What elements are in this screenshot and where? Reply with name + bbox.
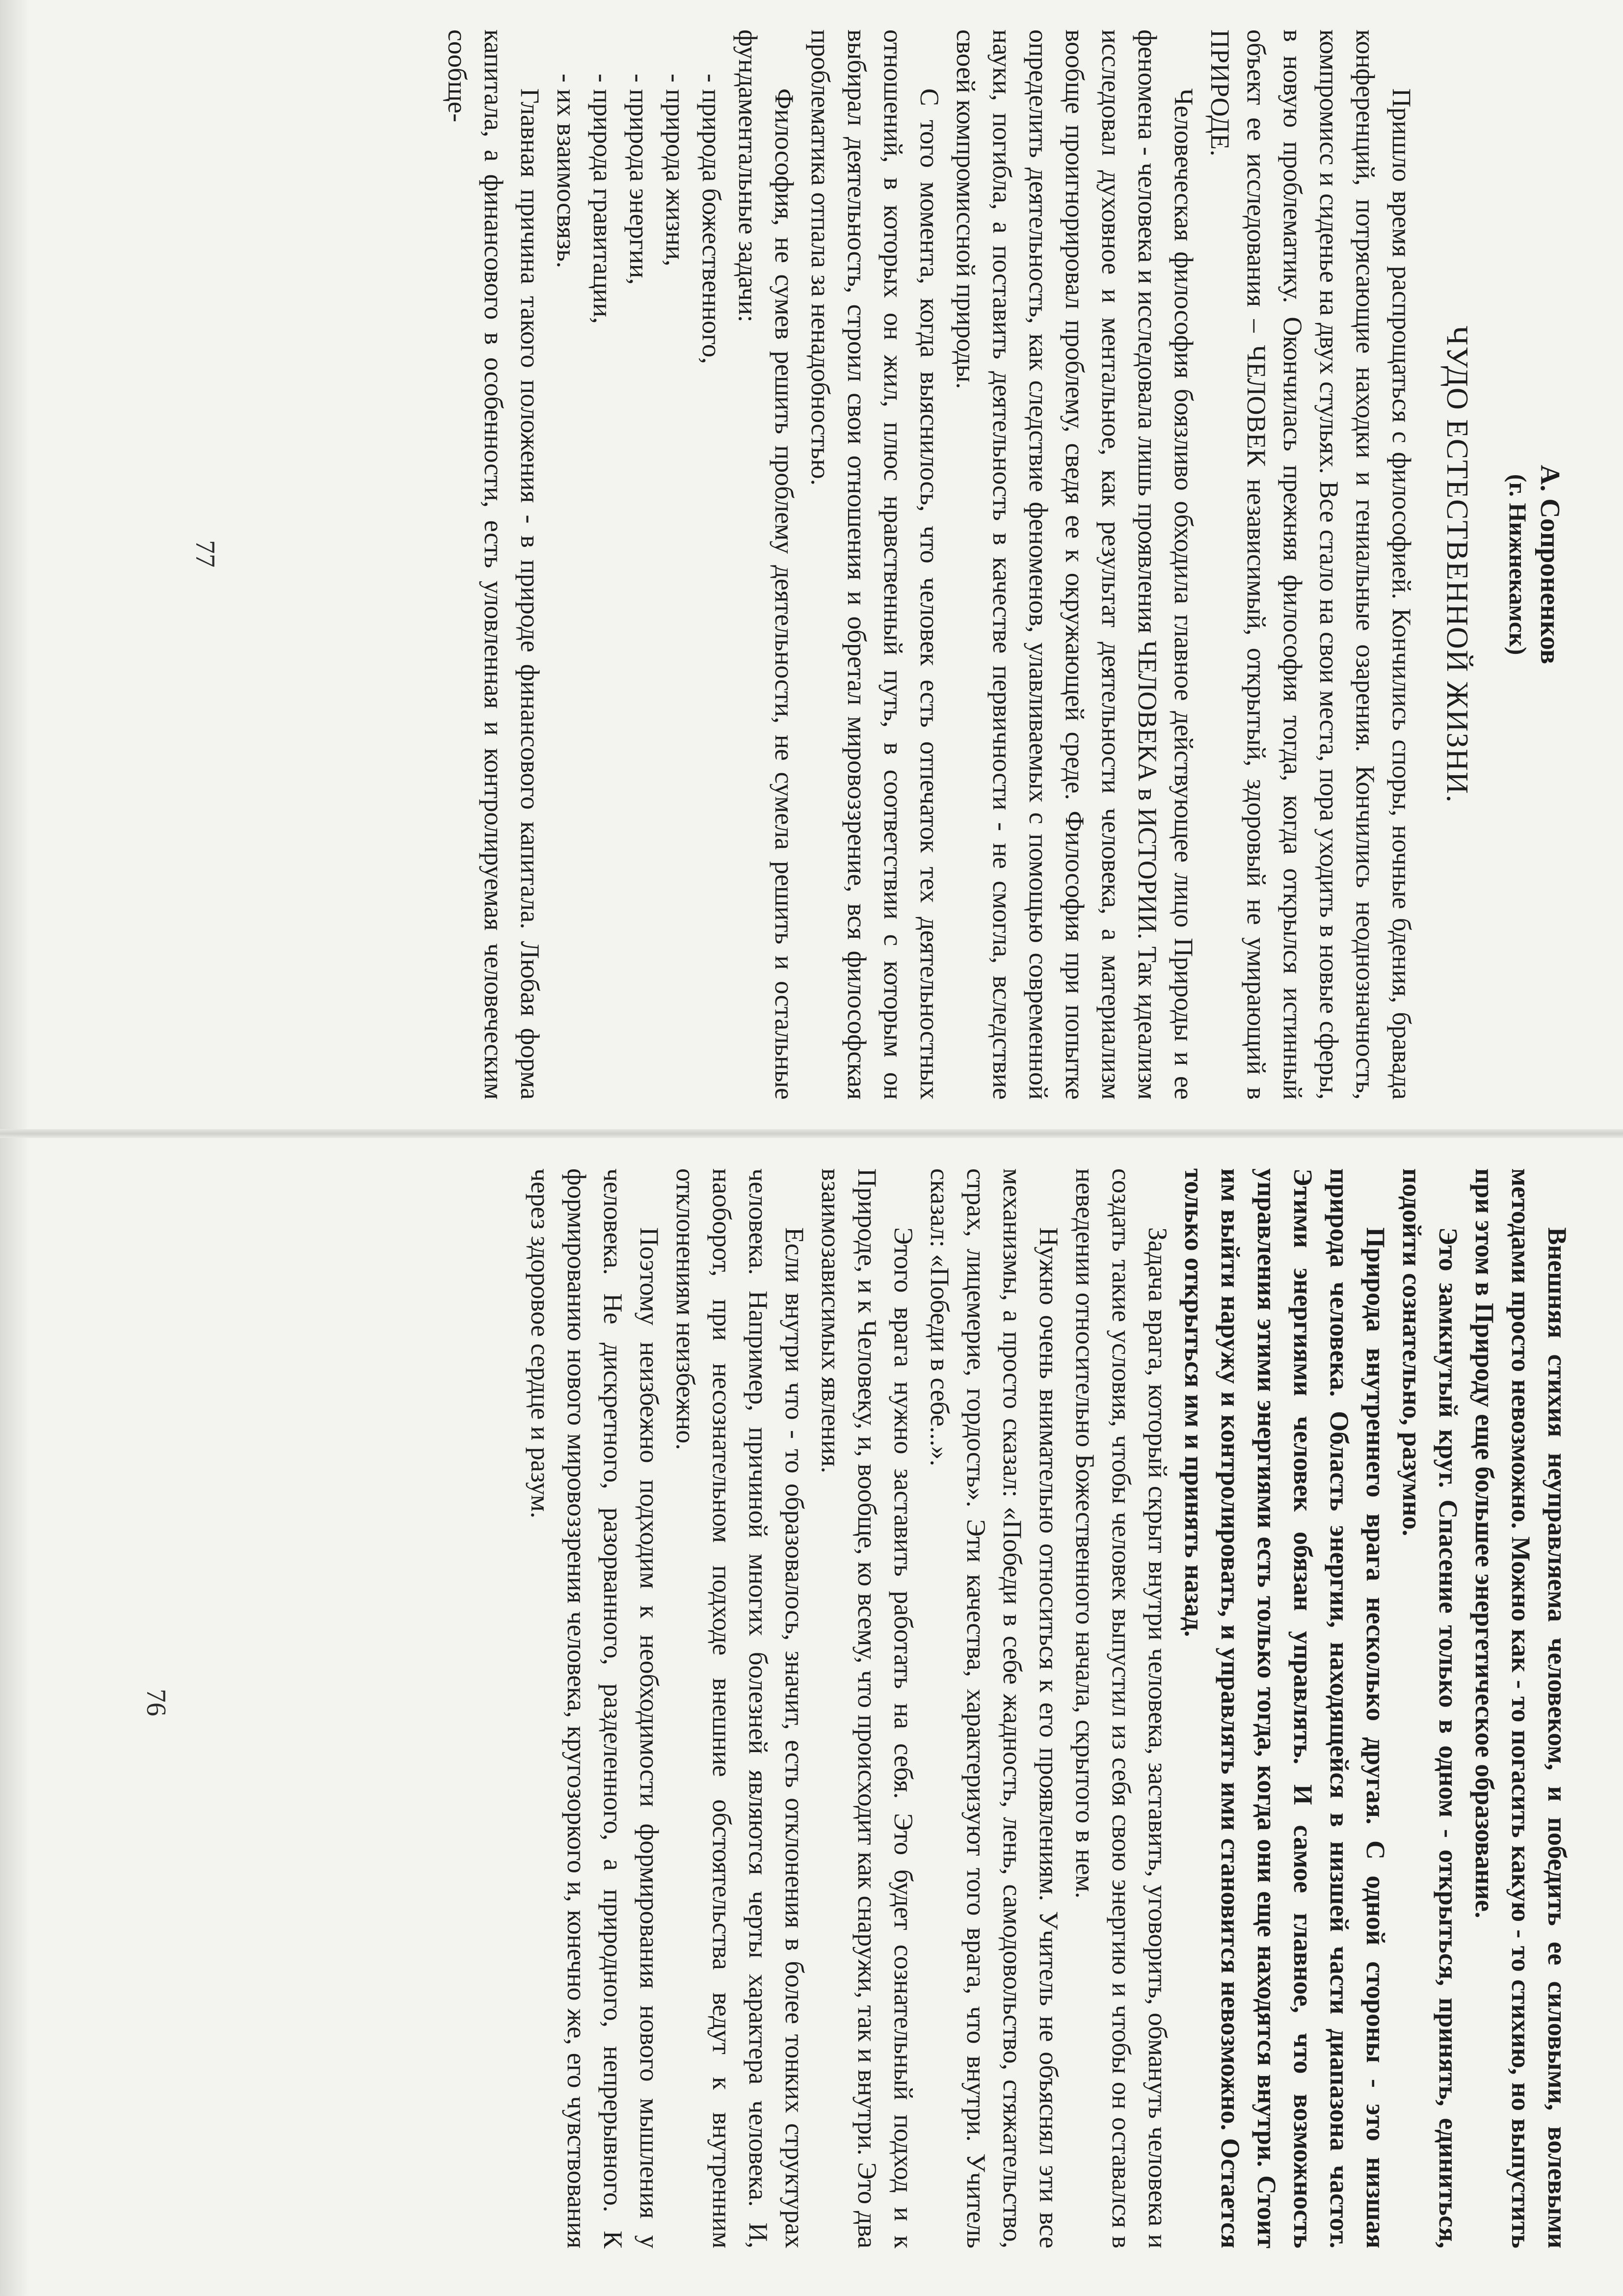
list-item: - природа гравитации, xyxy=(588,74,617,324)
paragraph: Природа внутреннего врага несколько другая. С одной стороны - это низшая природа человека. Область энергии, находящейся в низшей части диапазона частот. Этими энергиями человек обязан управлять. И самое главное, что возможность управления этими энергиями есть только тогда, когда они еще находятся внутри. Стоит им выйти наружу и контролировать, и управлять ими становится невозможно. Остается только открыться им и принять назад. xyxy=(1179,1168,1390,2248)
list-item: - их взаимосвязь. xyxy=(552,74,581,269)
list-item: - природа божественного, xyxy=(697,74,726,364)
paragraph: Этого врага нужно заставить работать на себя. Это будет сознательный подход и к Природе, и к Человеку, и, вообще, ко всему, что происходит как снаружи, так и внутри. Это два взаимозависимых явления. xyxy=(816,1168,918,2248)
paragraph: Задача врага, который скрыт внутри человека, заставить, уговорить, обмануть человека и создать такие условия, чтобы человек выпустил из себя свою энергию и чтобы он оставался в неведении относительно Божественного начала, скрытого в нем. xyxy=(1070,1168,1172,2248)
paragraph: Внешняя стихия неуправляема человеком, и победить ее силовыми, волевыми методами просто невозможно. Можно как - то погасить какую - то стихию, но выпустить при этом в Природу еще большее энергетическое образование. xyxy=(1470,1168,1572,2248)
page-fold xyxy=(0,1129,1623,1138)
article-title: ЧУДО ЕСТЕСТВЕННОЙ ЖИЗНИ. xyxy=(1440,325,1474,804)
paragraph: С того момента, когда выяснилось, что человек есть отпечаток тех деятельностных отношений, в которых он жил, плюс нравственный путь, в соответствии с которым он выбирал деятельность, строил свои отношения и обретал мировоззрение, вся философская проблематика отпала за ненадобностью. xyxy=(806,29,944,1100)
list-item: - природа жизни, xyxy=(661,74,690,267)
paragraph: Если внутри что - то образовалось, значит, есть отклонения в более тонких структурах человека. Например, причиной многих болезней являются черты характера человека. И, наоборот, при несознательном подходе внешние обстоятельства ведут к внутренним отклонениям неизбежно. xyxy=(671,1168,809,2248)
paragraph: Человеческая философия боязливо обходила главное действующее лицо Природы и ее феномена - человека и исследовала лишь проявления ЧЕЛОВЕКА в ИСТОРИИ. Так идеализм исследовал духовное и ментальное, как результат деятельности человека, а материализм вообще проигнорировал проблему, сведя ее к окружающей среде. Философия при попытке определить деятельность, как следствие феноменов, улавливаемых с помощью современной науки, погибла, а поставить деятельность в качестве первичности - не смогла, вследствие своей компромиссной природы. xyxy=(951,29,1198,1100)
author-city: (г. Нижнекамск) xyxy=(1504,474,1532,655)
list-item: - природа энергии, xyxy=(624,74,654,285)
page-77 xyxy=(123,29,1575,1100)
paragraph: Это замкнутый круг. Спасение только в одном - открыться, принять, единиться, подойти сознательно, разумно. xyxy=(1397,1168,1463,2248)
fundamental-tasks-list xyxy=(548,29,730,1100)
paragraph: Пришло время распрощаться с философией. Кончились споры, ночные бдения, бравада конференций, потрясающие находки и гениальные озарения. Кончились неоднозначность, компромисс и сиденье на двух стульях. Все стало на свои места, пора уходить в новые сферы, в новую проблематику. Окончилась прежняя философия тогда, когда открылся истинный объект ее исследования – ЧЕЛОВЕК независимый, открытый, здоровый не умирающий в ПРИРОДЕ. xyxy=(1205,29,1416,1100)
paragraph: Философия, не сумев решить проблему деятельности, не сумела решить и остальные фундаментальные задачи: xyxy=(733,29,799,1100)
paragraph: Нужно очень внимательно относиться к его проявлениям. Учитель не объяснял эти все механизмы, а просто сказал: «Победи в себе жадность, лень, самодовольство, стяжательство, страх, лицемерие, гордость». Эти качества, характеризуют того врага, что внутри. Учитель сказал: «Победи в себе...». xyxy=(925,1168,1064,2248)
page-number: 76 xyxy=(141,1689,171,1716)
page-76 xyxy=(123,1168,1575,2248)
paragraph: Главная причина такого положения - в природе финансового капитала. Любая форма капитала, а финансового в особенности, есть уловленная и контролируемая человеческим сообще- xyxy=(443,29,545,1100)
author-name: А. Сопроненков xyxy=(1535,464,1565,665)
page-number: 77 xyxy=(190,540,220,567)
binding-shadow xyxy=(0,0,29,2296)
paragraph: Поэтому неизбежно подходим к необходимости формирования нового мышления у человека. Не дискретного, разорванного, разделенного, а природного, непрерывного. К формированию нового мировоззрения человека, кругозоркого и, конечно же, его чувствования через здоровое сердце и разум. xyxy=(526,1168,664,2248)
